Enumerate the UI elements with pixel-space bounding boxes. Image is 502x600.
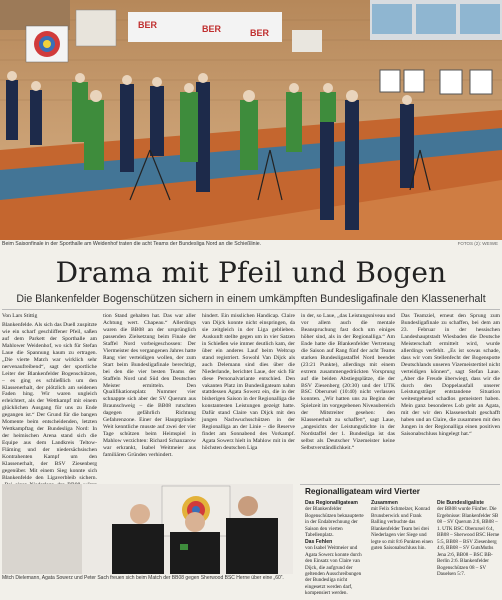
sidebar-text: mit Felix Schmelzer, Konrad Brunsberwick und Frank Balling verbuchte das Blankenfelder Team bei drei Niederlagen vier Siege und legte so mit 8:6 Punkten einen guten Saisonabschluss hin. <box>371 506 433 552</box>
team-photo-caption: Mitch Dielemann, Agata Sowerz und Peter Sach freuen sich beim Match der BB08 gegen Sherwood BSC Herne über eine „60“. <box>2 575 284 581</box>
divider <box>2 309 500 310</box>
banner-text: BER <box>138 20 158 30</box>
article-text: in der, so Laue, „das Leistungsniveau und vor allem auch die mentale Beanspruchung fast doch um einiges höher sind, als in der Regionalliga.“ Am Ende hatte die Blankenfelder Vertretung die Saison auf Rang fünf der acht Teams starken Bundesligastaffel Nord beendet (23:21 Punkte), allerdings mit einem extrem zusammengedrückten Vorsprung auf die beiden Abstiegsplätze, die der BSV Ziesenberg (20:30) und der UTK BSC Oberursel (10:40) nicht verlassen konnten. „Wir hatten uns zu Beginn der Spielzeit im vorgegebenen Niveaubereich der Mitstreiter gesehen: den Klassenerhalt zu schaffen“, sagt Laue, „angesichts der Leistungsdichte in der Nordstaffel der 1. Bundesliga ist das selbst als Deutscher Vizemeister keine Selbstverständlichkeit.“ <box>301 313 395 452</box>
sidebar-heading: Das Regionalligateam <box>305 500 358 506</box>
subheadline: Die Blankenfelder Bogenschützen sichern in einem umkämpften Bundesligafinale den Klassenerhalt <box>16 293 486 305</box>
article-column-3 <box>202 313 295 483</box>
sidebar-heading: Die Bundesligaliste <box>437 500 484 506</box>
divider <box>300 484 500 485</box>
headline: Drama mit Pfeil und Bogen <box>55 256 447 289</box>
banner-text: BER <box>202 24 222 34</box>
hero-caption <box>2 241 500 250</box>
hero-photo-drawing <box>0 0 502 240</box>
banner-text: BER <box>250 28 270 38</box>
sidebar-column-1 <box>305 500 367 596</box>
sidebar-column-2 <box>371 500 433 596</box>
sidebar-title: Regionalligateam wird Vierter <box>305 487 420 496</box>
article-column-1 <box>2 313 97 483</box>
sidebar-text: der BB08 wurde Fünfter. Die Ergebnisse: Blankenfelder SB 08 – SV Querum 2:6, BB08 – 1. UTK BSC Oberursel 6:4, BB08 – Sherwood BSC Herne 5:5, BB08 – BSV Ziesenberg 4:6, BB08 – SV GutsMuths Jena 2:6, BB08 – BSC BB-Berlin 2:6. Blankenfelder Bogenschützen 08 – SV Dauelsen 5:7. <box>437 506 500 577</box>
hero-caption-text: Beim Saisonfinale in der Sporthalle am Weidenhof traten die acht Teams der Bundesliga Nord an die Schießlinie. <box>2 241 262 247</box>
team-photo-drawing <box>2 484 293 574</box>
sidebar-heading: Zusammen <box>371 500 398 506</box>
team-photo <box>2 484 293 574</box>
photo-credit: FOTOS (2): WEIWE <box>457 241 498 246</box>
article-text: Blankenfelde. Als sich das Duell zuspitzte wie ein scharf geschliffener Pfeil, saßen auf dem Parkett der Sporthalle am Mahlower Weidenhof, wo sich für Stefan Laue die Spannung kaum zu ertragen. „Die vierte Match war wirklich sehr nervenaufreibend“, sagt der sportliche Leiter der Blankenfelder Bogenschützen, – es ging es schließlich um den Klassenerhalt, der plötzlich am seidenen Faden hing. Wir waren ungleich erleichtert, als der Wettkampf mit einem glücklichen Ausgang für uns zu Ende gegangen ist.“ Der Grund für die bangen Momente beim entscheidenden, letzten Wettkampftag der Bundesliga Nord: In der heimischen Arena stand sich die Equipe aus dem Landkreis Teltow-Fläming und der niedersächsischen Kontrahenten Kampf um den Klassenerhalt, der BSV Ziesenberg gegenüber. Mit einem Sieg konnte sich Blankenfelde den Ligaverbleib sichern. <box>2 321 97 481</box>
article-text: hindert. Ein misslichen Handicap. Claire van Dijck konnte nicht einspringen, da sie zeitgleich in der Liga geblieben. Auskunft stellte gegen um in vier Satzen in Schießen wie immer deutlich kam, der über ein anderes Lauf beim Weltcup stand registriert. Sowohl Van Dijck als auch Delemann sind dies über die Niederlande, berichtet Laue, der sich für diese Personalvariante entschied. Den vakanten Platz im Bundesligateam nahm stattdessen Agata Sowerz ein, die in der bisherigen Saison in der Regionalliga die konstantesten Leistungen gezeigt hatte. Dafür stand Claire van Dijck mit den jungen Nachwuchsschützen in der Regionalliga an der Linie – die Reserve findet am Sonnabend des Vorkampf. Agata Sowerz hielt in Mahlow mit in der höchsten deutschen Liga <box>202 313 295 452</box>
article-column-5 <box>401 313 500 483</box>
sidebar-heading: Das Fehlen <box>305 538 333 545</box>
hero-photo <box>0 0 502 240</box>
sidebar-text: von Isabel Weitmeier und Agata Sowerz konnte durch den Einsatz von Claire van Dijck, die aufgrund der geltenden Ausschreibungen der Bundesliga nicht eingesetzt werden darf, kompensiert werden. <box>305 545 362 597</box>
article-column-4 <box>301 313 395 483</box>
article-text: Das Teamziel, erneut den Sprung zum Bundesligafinale zu schaffen, bei dem am 23. Februar in der hessischen Landeshauptstadt Wiesbaden die Deutsche Meisterschaft ermittelt wird, wurde allerdings verfehlt. „Es ist sowas schade, dass wir vom Stellenfecht der Bogenspotte Deutschlands unseren Vizemeistertitel nicht verteidigen können“, sagt Stefan Laue. „Aber die Freude überwiegt, dass wir die durch den Doppelausfall unserer Leistungsträger entstandene Situation weitestgehend schadlos gemeistert haben. Mein ganz besonderes Lob geht an Agata, mit der wir den Klassenerhalt geschafft haben und an Claire, die zusammen mit den Jungen in der Regionalliga einen positiven Saisonabschluss hingelegt hat.“ <box>401 313 500 438</box>
article-text: tion Stand gehalten hat. Das war aller Achtung wert. Chapeau.“ Allerdings waren die BB08 an der ursprünglich passenden Zielsetzung beim Finale der Staffel Nord vorbeigeschossen: Der Viermeister des vergangenen Jahres hatte Rang vier verteidigen wollen, der zum Start beim Bundesligafinale berechtigt, bei den die vier besten Teams der Staffeln Nord und Süd den Deutschen Meister ermitteln. Den Qualifikationsplatz Nummer vier schnappte sich aber der SV Querum aus Braunschweig – die BB08 rutschten dagegen gefährlich Richtung Gefahrenzone. Einer der Hauptgründe: Weit kenntliche musste auf zwei der vier Tage schützen beim Heimspiel in Mahlow verzichten: Richard Schanzarow war erkrankt, Isabel Weitmeier aus familiären Gründen verhindert. <box>103 313 196 459</box>
sidebar-text: der Blankenfelder Bogenschützen beknaupterte in der Endabrechnung der Saison den vierten Tabellenplatz. <box>305 506 364 539</box>
article-column-2 <box>103 313 196 483</box>
sidebar-column-3 <box>437 500 500 596</box>
article-author: Von Lars Stittig <box>2 313 38 319</box>
